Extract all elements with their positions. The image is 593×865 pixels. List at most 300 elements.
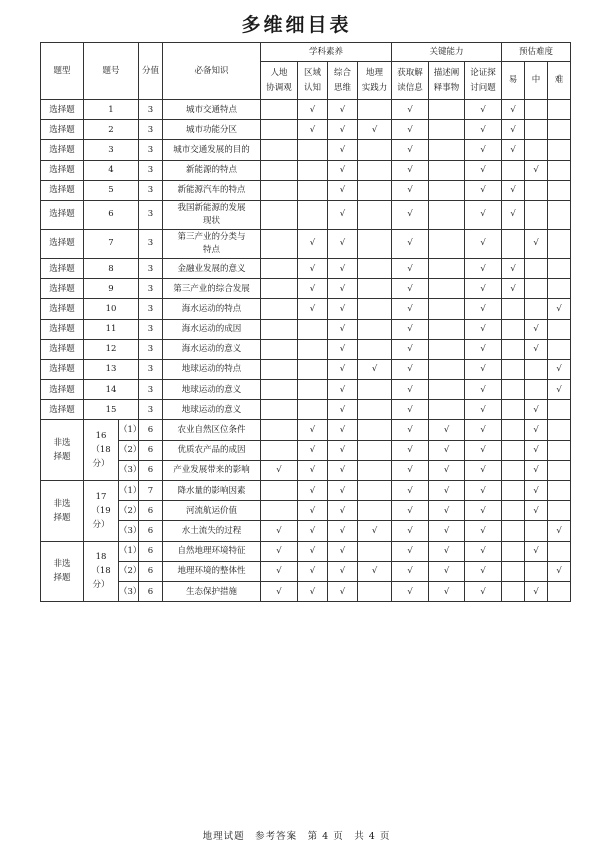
criteria-cell (525, 359, 548, 379)
criteria-cell (548, 200, 571, 229)
table-body (41, 100, 571, 602)
check-mark-cell: √ (392, 581, 429, 601)
question-score: 3 (139, 359, 163, 379)
criteria-cell (548, 460, 571, 480)
table-row (41, 400, 571, 420)
criteria-cell (548, 400, 571, 420)
question-number: 14 (84, 380, 139, 400)
question-number: 16 （18 分） (84, 420, 119, 481)
criteria-cell (525, 140, 548, 160)
question-number: 13 (84, 359, 139, 379)
question-type: 选择题 (41, 359, 84, 379)
check-mark-cell: √ (465, 359, 502, 379)
criteria-cell (548, 258, 571, 278)
check-mark-cell: √ (392, 100, 429, 120)
question-type: 选择题 (41, 120, 84, 140)
table-row (41, 319, 571, 339)
check-mark-cell: √ (328, 319, 358, 339)
criteria-cell (502, 501, 525, 521)
check-mark-cell: √ (502, 180, 525, 200)
question-score: 3 (139, 180, 163, 200)
check-mark-cell: √ (465, 258, 502, 278)
knowledge-point: 地理环境的整体性 (163, 561, 261, 581)
criteria-cell (429, 120, 465, 140)
criteria-cell (261, 279, 298, 299)
criteria-cell (429, 380, 465, 400)
check-mark-cell: √ (392, 299, 429, 319)
sub-question-number: （1） (119, 481, 139, 501)
criteria-cell (502, 541, 525, 561)
question-number: 10 (84, 299, 139, 319)
criteria-cell (548, 180, 571, 200)
check-mark-cell: √ (328, 460, 358, 480)
criteria-cell (548, 120, 571, 140)
check-mark-cell: √ (429, 460, 465, 480)
question-type: 非选 择题 (41, 420, 84, 481)
check-mark-cell: √ (429, 481, 465, 501)
criteria-cell (261, 120, 298, 140)
check-mark-cell: √ (525, 581, 548, 601)
question-score: 3 (139, 380, 163, 400)
criteria-cell (298, 359, 328, 379)
document-title: 多维细目表 (241, 14, 352, 36)
check-mark-cell: √ (328, 380, 358, 400)
question-number: 12 (84, 339, 139, 359)
question-type: 选择题 (41, 258, 84, 278)
knowledge-point: 地球运动的意义 (163, 380, 261, 400)
check-mark-cell: √ (548, 359, 571, 379)
criteria-cell (298, 160, 328, 180)
check-mark-cell: √ (298, 581, 328, 601)
criteria-cell (548, 481, 571, 501)
sub-question-number: （3） (119, 521, 139, 541)
criteria-cell (525, 180, 548, 200)
check-mark-cell: √ (465, 120, 502, 140)
question-score: 3 (139, 319, 163, 339)
header-sub-0: 人地 协调观 (261, 62, 298, 100)
question-number: 17 （19 分） (84, 481, 119, 542)
criteria-cell (358, 501, 392, 521)
question-score: 6 (139, 501, 163, 521)
table-row (41, 140, 571, 160)
knowledge-point: 第三产业的综合发展 (163, 279, 261, 299)
criteria-cell (261, 258, 298, 278)
criteria-cell (548, 319, 571, 339)
check-mark-cell: √ (328, 400, 358, 420)
criteria-cell (261, 440, 298, 460)
check-mark-cell: √ (328, 279, 358, 299)
question-number: 18 （18 分） (84, 541, 119, 602)
question-type: 选择题 (41, 180, 84, 200)
question-number: 1 (84, 100, 139, 120)
table-row (41, 299, 571, 319)
check-mark-cell: √ (465, 521, 502, 541)
header-sub-4: 获取解 读信息 (392, 62, 429, 100)
criteria-cell (548, 501, 571, 521)
check-mark-cell: √ (465, 319, 502, 339)
question-score: 3 (139, 339, 163, 359)
criteria-cell (548, 420, 571, 440)
check-mark-cell: √ (392, 339, 429, 359)
criteria-cell (502, 440, 525, 460)
question-number: 11 (84, 319, 139, 339)
criteria-cell (525, 120, 548, 140)
check-mark-cell: √ (465, 299, 502, 319)
table-row (41, 258, 571, 278)
check-mark-cell: √ (392, 481, 429, 501)
table-row (41, 420, 571, 440)
knowledge-point: 金融业发展的意义 (163, 258, 261, 278)
check-mark-cell: √ (429, 561, 465, 581)
criteria-cell (502, 561, 525, 581)
criteria-cell (261, 319, 298, 339)
check-mark-cell: √ (525, 501, 548, 521)
header-sub-7: 易 (502, 62, 525, 100)
criteria-cell (358, 229, 392, 258)
check-mark-cell: √ (328, 501, 358, 521)
check-mark-cell: √ (525, 541, 548, 561)
specification-table (40, 42, 571, 602)
knowledge-point: 降水量的影响因素 (163, 481, 261, 501)
criteria-cell (298, 180, 328, 200)
check-mark-cell: √ (465, 100, 502, 120)
sub-question-number: （3） (119, 581, 139, 601)
knowledge-point: 水土流失的过程 (163, 521, 261, 541)
sub-question-number: （2） (119, 501, 139, 521)
criteria-cell (502, 319, 525, 339)
check-mark-cell: √ (525, 400, 548, 420)
question-type: 选择题 (41, 339, 84, 359)
header-sub-8: 中 (525, 62, 548, 100)
criteria-cell (261, 400, 298, 420)
criteria-cell (525, 100, 548, 120)
header-sub-9: 难 (548, 62, 571, 100)
question-type: 选择题 (41, 100, 84, 120)
table-row (41, 279, 571, 299)
knowledge-point: 地球运动的意义 (163, 400, 261, 420)
criteria-cell (261, 420, 298, 440)
criteria-cell (358, 258, 392, 278)
check-mark-cell: √ (328, 229, 358, 258)
question-score: 3 (139, 140, 163, 160)
check-mark-cell: √ (298, 521, 328, 541)
criteria-cell (358, 400, 392, 420)
criteria-cell (358, 100, 392, 120)
criteria-cell (548, 100, 571, 120)
check-mark-cell: √ (502, 279, 525, 299)
criteria-cell (358, 339, 392, 359)
question-number: 3 (84, 140, 139, 160)
check-mark-cell: √ (392, 229, 429, 258)
check-mark-cell: √ (502, 120, 525, 140)
table-row (41, 561, 571, 581)
check-mark-cell: √ (429, 581, 465, 601)
check-mark-cell: √ (525, 420, 548, 440)
question-score: 7 (139, 481, 163, 501)
criteria-cell (548, 279, 571, 299)
check-mark-cell: √ (298, 440, 328, 460)
table-row (41, 541, 571, 561)
criteria-cell (358, 180, 392, 200)
check-mark-cell: √ (465, 339, 502, 359)
check-mark-cell: √ (392, 521, 429, 541)
question-number: 8 (84, 258, 139, 278)
knowledge-point: 城市交通特点 (163, 100, 261, 120)
check-mark-cell: √ (328, 100, 358, 120)
check-mark-cell: √ (328, 180, 358, 200)
header-type: 题型 (41, 43, 84, 100)
question-score: 6 (139, 440, 163, 460)
knowledge-point: 地球运动的特点 (163, 359, 261, 379)
header-sub-6: 论证探 讨问题 (465, 62, 502, 100)
check-mark-cell: √ (261, 541, 298, 561)
header-sub-1: 区域 认知 (298, 62, 328, 100)
header-group-literacy: 学科素养 (261, 43, 392, 62)
question-score: 3 (139, 279, 163, 299)
criteria-cell (429, 299, 465, 319)
check-mark-cell: √ (298, 100, 328, 120)
check-mark-cell: √ (465, 581, 502, 601)
criteria-cell (525, 380, 548, 400)
criteria-cell (429, 160, 465, 180)
check-mark-cell: √ (328, 200, 358, 229)
check-mark-cell: √ (328, 339, 358, 359)
criteria-cell (548, 140, 571, 160)
check-mark-cell: √ (298, 541, 328, 561)
check-mark-cell: √ (392, 200, 429, 229)
criteria-cell (429, 319, 465, 339)
question-score: 3 (139, 200, 163, 229)
question-score: 3 (139, 120, 163, 140)
table-row (41, 501, 571, 521)
question-number: 9 (84, 279, 139, 299)
criteria-cell (358, 319, 392, 339)
knowledge-point: 农业自然区位条件 (163, 420, 261, 440)
check-mark-cell: √ (502, 258, 525, 278)
check-mark-cell: √ (465, 440, 502, 460)
criteria-cell (502, 420, 525, 440)
criteria-cell (525, 279, 548, 299)
check-mark-cell: √ (328, 561, 358, 581)
sub-question-number: （3） (119, 460, 139, 480)
criteria-cell (358, 420, 392, 440)
check-mark-cell: √ (465, 400, 502, 420)
check-mark-cell: √ (502, 100, 525, 120)
criteria-cell (429, 180, 465, 200)
check-mark-cell: √ (328, 258, 358, 278)
criteria-cell (261, 229, 298, 258)
check-mark-cell: √ (548, 561, 571, 581)
check-mark-cell: √ (429, 501, 465, 521)
check-mark-cell: √ (261, 521, 298, 541)
criteria-cell (429, 279, 465, 299)
question-number: 2 (84, 120, 139, 140)
criteria-cell (502, 299, 525, 319)
check-mark-cell: √ (298, 299, 328, 319)
criteria-cell (502, 229, 525, 258)
criteria-cell (298, 140, 328, 160)
check-mark-cell: √ (392, 258, 429, 278)
knowledge-point: 海水运动的意义 (163, 339, 261, 359)
header-sub-2: 综合 思维 (328, 62, 358, 100)
criteria-cell (358, 440, 392, 460)
criteria-cell (502, 380, 525, 400)
check-mark-cell: √ (392, 359, 429, 379)
question-score: 6 (139, 581, 163, 601)
question-score: 6 (139, 521, 163, 541)
question-type: 选择题 (41, 380, 84, 400)
sub-question-number: （1） (119, 541, 139, 561)
criteria-cell (429, 100, 465, 120)
criteria-cell (429, 359, 465, 379)
check-mark-cell: √ (328, 420, 358, 440)
criteria-cell (502, 460, 525, 480)
check-mark-cell: √ (392, 279, 429, 299)
question-type: 选择题 (41, 160, 84, 180)
criteria-cell (502, 400, 525, 420)
question-number: 4 (84, 160, 139, 180)
check-mark-cell: √ (548, 521, 571, 541)
criteria-cell (548, 581, 571, 601)
check-mark-cell: √ (298, 501, 328, 521)
header-score: 分值 (139, 43, 163, 100)
header-group-difficulty: 预估难度 (502, 43, 571, 62)
check-mark-cell: √ (548, 299, 571, 319)
question-type: 选择题 (41, 319, 84, 339)
criteria-cell (502, 359, 525, 379)
check-mark-cell: √ (465, 501, 502, 521)
question-score: 3 (139, 100, 163, 120)
criteria-cell (358, 380, 392, 400)
check-mark-cell: √ (525, 319, 548, 339)
question-score: 6 (139, 561, 163, 581)
check-mark-cell: √ (358, 521, 392, 541)
table-row (41, 380, 571, 400)
check-mark-cell: √ (261, 581, 298, 601)
criteria-cell (525, 299, 548, 319)
criteria-cell (502, 481, 525, 501)
check-mark-cell: √ (465, 229, 502, 258)
check-mark-cell: √ (261, 460, 298, 480)
question-number: 6 (84, 200, 139, 229)
check-mark-cell: √ (465, 380, 502, 400)
criteria-cell (502, 160, 525, 180)
criteria-cell (525, 561, 548, 581)
check-mark-cell: √ (298, 279, 328, 299)
knowledge-point: 生态保护措施 (163, 581, 261, 601)
knowledge-point: 新能源的特点 (163, 160, 261, 180)
criteria-cell (261, 501, 298, 521)
check-mark-cell: √ (525, 339, 548, 359)
check-mark-cell: √ (392, 460, 429, 480)
check-mark-cell: √ (392, 140, 429, 160)
header-sub-3: 地理 实践力 (358, 62, 392, 100)
criteria-cell (358, 460, 392, 480)
question-score: 3 (139, 258, 163, 278)
criteria-cell (429, 400, 465, 420)
question-type: 非选 择题 (41, 481, 84, 542)
check-mark-cell: √ (465, 481, 502, 501)
table-header (41, 43, 571, 100)
check-mark-cell: √ (358, 359, 392, 379)
check-mark-cell: √ (328, 440, 358, 460)
page-footer: 地理试题 参考答案 第 4 页 共 4 页 (202, 831, 391, 842)
question-score: 6 (139, 420, 163, 440)
check-mark-cell: √ (465, 541, 502, 561)
sub-question-number: （2） (119, 440, 139, 460)
question-type: 选择题 (41, 400, 84, 420)
check-mark-cell: √ (465, 200, 502, 229)
check-mark-cell: √ (429, 521, 465, 541)
knowledge-point: 产业发展带来的影响 (163, 460, 261, 480)
criteria-cell (261, 100, 298, 120)
check-mark-cell: √ (328, 541, 358, 561)
check-mark-cell: √ (298, 229, 328, 258)
table-row (41, 339, 571, 359)
question-type: 非选 择题 (41, 541, 84, 602)
check-mark-cell: √ (298, 420, 328, 440)
check-mark-cell: √ (328, 120, 358, 140)
criteria-cell (358, 160, 392, 180)
check-mark-cell: √ (328, 299, 358, 319)
criteria-cell (298, 380, 328, 400)
question-number: 7 (84, 229, 139, 258)
check-mark-cell: √ (392, 160, 429, 180)
header-knowledge: 必备知识 (163, 43, 261, 100)
knowledge-point: 城市交通发展的目的 (163, 140, 261, 160)
criteria-cell (298, 200, 328, 229)
criteria-cell (548, 541, 571, 561)
check-mark-cell: √ (465, 180, 502, 200)
check-mark-cell: √ (502, 200, 525, 229)
check-mark-cell: √ (298, 258, 328, 278)
criteria-cell (358, 299, 392, 319)
check-mark-cell: √ (465, 460, 502, 480)
table-row (41, 200, 571, 229)
criteria-cell (358, 581, 392, 601)
table-row (41, 581, 571, 601)
check-mark-cell: √ (298, 120, 328, 140)
question-score: 3 (139, 299, 163, 319)
question-score: 6 (139, 541, 163, 561)
criteria-cell (429, 258, 465, 278)
check-mark-cell: √ (328, 359, 358, 379)
question-type: 选择题 (41, 279, 84, 299)
criteria-cell (261, 160, 298, 180)
check-mark-cell: √ (525, 481, 548, 501)
check-mark-cell: √ (328, 481, 358, 501)
question-score: 3 (139, 229, 163, 258)
criteria-cell (261, 140, 298, 160)
criteria-cell (261, 299, 298, 319)
table-row (41, 521, 571, 541)
question-type: 选择题 (41, 140, 84, 160)
question-type: 选择题 (41, 229, 84, 258)
check-mark-cell: √ (465, 561, 502, 581)
criteria-cell (525, 258, 548, 278)
table-row (41, 460, 571, 480)
knowledge-point: 河流航运价值 (163, 501, 261, 521)
knowledge-point: 城市功能分区 (163, 120, 261, 140)
check-mark-cell: √ (261, 561, 298, 581)
check-mark-cell: √ (429, 420, 465, 440)
criteria-cell (502, 521, 525, 541)
check-mark-cell: √ (328, 521, 358, 541)
knowledge-point: 第三产业的分类与 特点 (163, 229, 261, 258)
check-mark-cell: √ (328, 581, 358, 601)
question-number: 15 (84, 400, 139, 420)
check-mark-cell: √ (429, 541, 465, 561)
